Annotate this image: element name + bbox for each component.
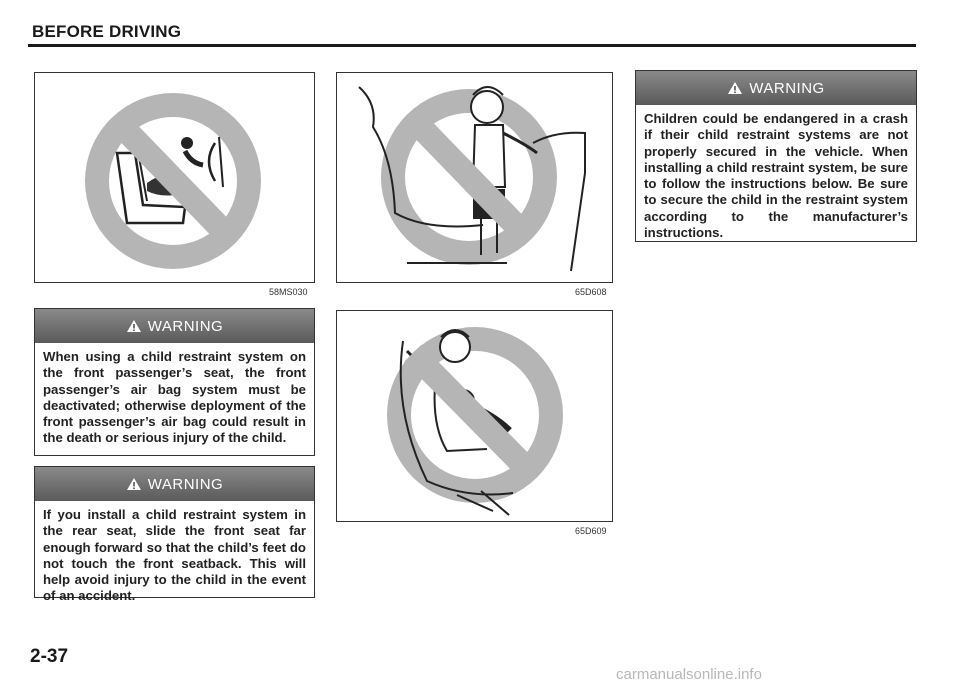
prohibition-lap-child-illustration — [337, 311, 611, 520]
warning-header — [35, 467, 314, 501]
warning-header — [636, 71, 916, 105]
page-number: 2-37 — [30, 646, 69, 667]
warning-text: If you install a child restraint system in the rear seat, slide the front seat far enough forward so that the child’s feet do not touch the front seatback. This will help avoid injury to the child in the event of an accident. — [43, 507, 306, 604]
header-rule — [28, 44, 916, 47]
figure-child-on-lap — [336, 310, 613, 522]
warning-box-rear-seat — [34, 466, 315, 604]
warning-triangle-icon — [727, 81, 743, 95]
warning-text: Children could be endangered in a crash if their child restraint systems are not properly secured in the vehicle. When installing a child restraint system, be sure to follow the instructions below. Be sure to secure the child in the restraint system according to the manufacturer’s instructions. — [644, 111, 908, 241]
figure-standing-child — [336, 72, 613, 283]
warning-label: WARNING — [147, 475, 224, 493]
figure-airbag-prohibition — [34, 72, 315, 283]
section-title: BEFORE DRIVING — [32, 22, 182, 41]
prohibition-standing-child-illustration — [337, 73, 611, 281]
warning-box-secure-restraint — [635, 70, 917, 242]
prohibition-airbag-illustration — [35, 73, 313, 281]
warning-text: When using a child restraint system on the front passenger’s seat, the front passenger’s air bag system must be deactivated; otherwise deployment of the front passenger’s air bag could result in the death or serious injury of the child. — [43, 349, 306, 446]
warning-header — [35, 309, 314, 343]
warning-label: WARNING — [147, 317, 224, 335]
watermark: carmanualsonline.info — [616, 666, 762, 683]
warning-box-front-airbag — [34, 308, 315, 456]
warning-label: WARNING — [749, 79, 825, 97]
figure-caption: 65D608 — [575, 287, 607, 297]
figure-caption: 65D609 — [575, 526, 607, 536]
warning-triangle-icon — [126, 319, 142, 333]
figure-caption: 58MS030 — [269, 287, 308, 297]
warning-triangle-icon — [126, 477, 142, 491]
